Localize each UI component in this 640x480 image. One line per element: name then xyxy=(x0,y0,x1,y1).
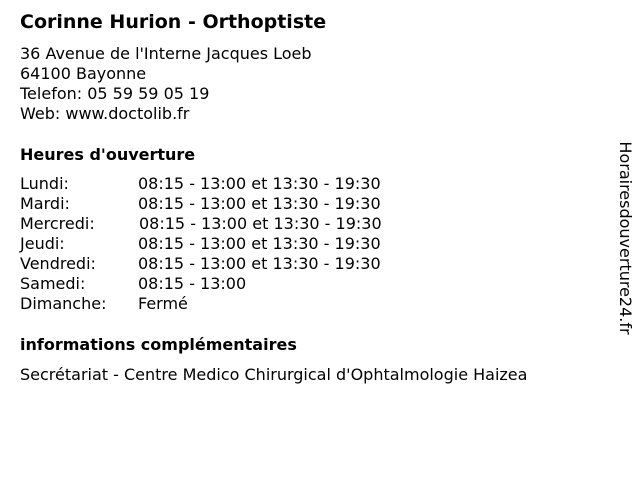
address-street: 36 Avenue de l'Interne Jacques Loeb xyxy=(20,44,312,63)
info-heading: informations complémentaires xyxy=(20,335,297,354)
day-label: Lundi: xyxy=(20,174,69,193)
hours-heading: Heures d'ouverture xyxy=(20,145,196,164)
day-hours: 08:15 - 13:00 et 13:30 - 19:30 xyxy=(138,234,381,253)
hours-row-friday xyxy=(20,254,382,274)
hours-row-wednesday xyxy=(20,214,382,234)
info-text: Secrétariat - Centre Medico Chirurgical d'Ophtalmologie Haizea xyxy=(20,365,528,384)
website: Web: www.doctolib.fr xyxy=(20,104,190,123)
day-hours: 08:15 - 13:00 et 13:30 - 19:30 xyxy=(138,194,381,213)
business-name: Corinne Hurion - Orthoptiste xyxy=(20,11,327,33)
hours-row-thursday xyxy=(20,234,382,254)
day-hours: 08:15 - 13:00 xyxy=(138,274,247,293)
day-label: Jeudi: xyxy=(20,234,65,253)
day-label: Samedi: xyxy=(20,274,86,293)
contact-block xyxy=(20,44,312,124)
day-label: Mercredi: xyxy=(20,214,95,233)
day-hours: Fermé xyxy=(138,294,188,313)
phone-number: Telefon: 05 59 59 05 19 xyxy=(20,84,210,103)
site-watermark: Horairesdouverture24.fr xyxy=(616,141,635,335)
day-hours: 08:15 - 13:00 et 13:30 - 19:30 xyxy=(138,174,381,193)
day-hours: 08:15 - 13:00 et 13:30 - 19:30 xyxy=(139,214,382,233)
address-city: 64100 Bayonne xyxy=(20,64,147,83)
hours-row-tuesday xyxy=(20,194,382,214)
day-label: Dimanche: xyxy=(20,294,107,313)
day-hours: 08:15 - 13:00 et 13:30 - 19:30 xyxy=(138,254,381,273)
day-label: Vendredi: xyxy=(20,254,96,273)
hours-row-sunday xyxy=(20,294,382,314)
hours-table xyxy=(20,174,382,314)
hours-row-monday xyxy=(20,174,382,194)
hours-row-saturday xyxy=(20,274,382,294)
day-label: Mardi: xyxy=(20,194,70,213)
